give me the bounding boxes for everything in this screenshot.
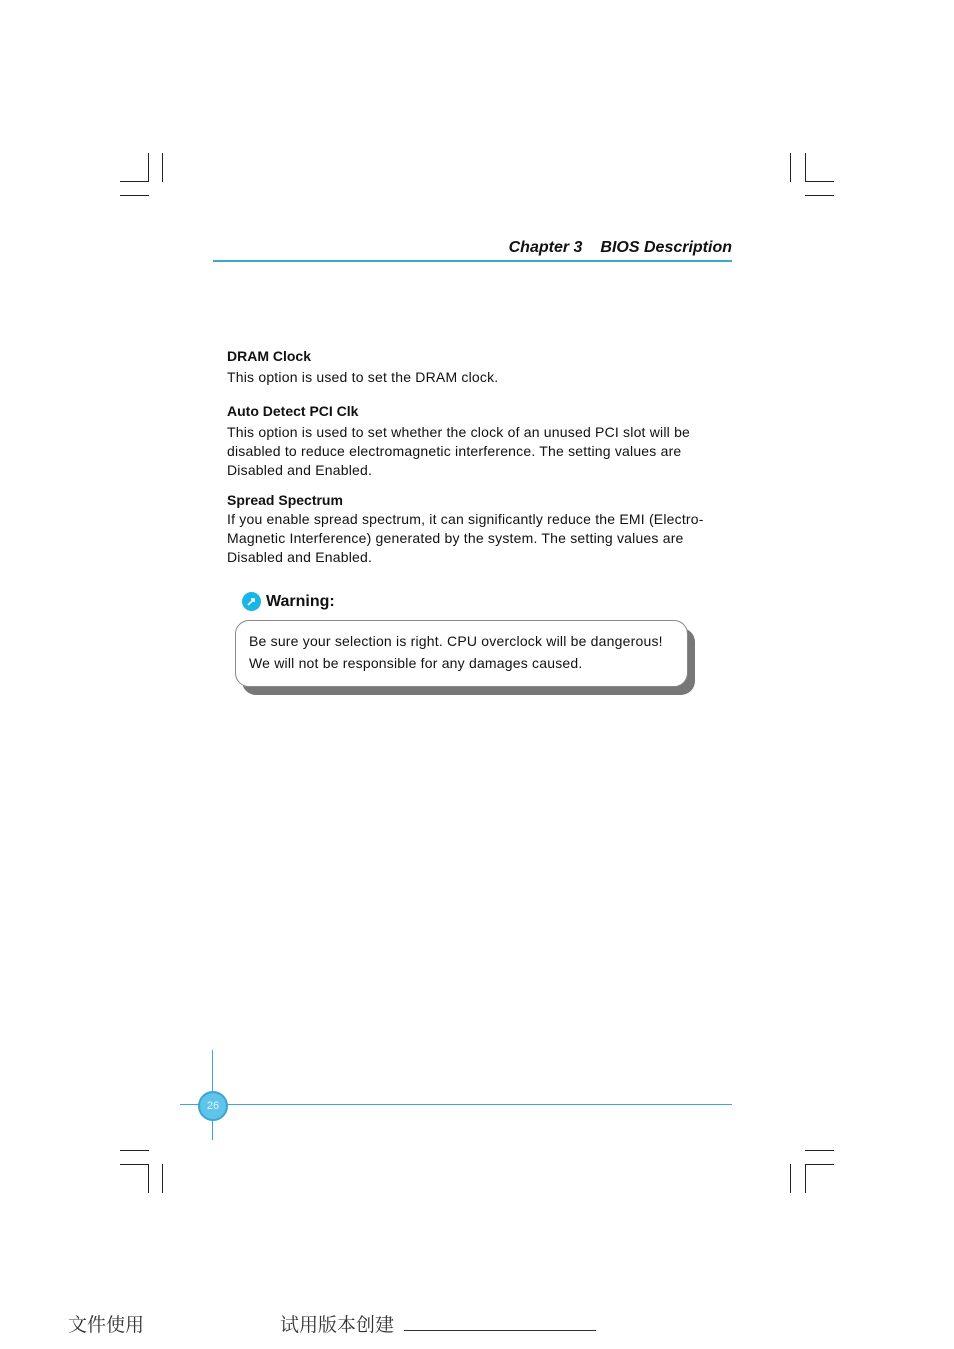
crop-mark — [162, 1164, 163, 1193]
chapter-title: BIOS Description — [600, 239, 732, 256]
section-title: Auto Detect PCI Clk — [227, 403, 359, 419]
watermark-right: 试用版本创建 — [280, 1314, 395, 1336]
warning-text-line: We will not be responsible for any damages caused. — [249, 655, 583, 671]
watermark-left: 文件使用 — [68, 1314, 145, 1336]
crop-mark — [790, 1164, 791, 1193]
section-body: This option is used to set the DRAM clock. — [227, 369, 499, 385]
chapter-label: Chapter 3 — [508, 239, 583, 256]
warning-heading — [242, 592, 335, 611]
section-title: Spread Spectrum — [227, 492, 343, 508]
crop-mark — [120, 1150, 149, 1151]
section-dram-clock — [227, 346, 727, 387]
crop-mark — [148, 153, 149, 182]
crop-mark — [805, 195, 834, 196]
section-auto-detect-pci-clk — [227, 401, 727, 480]
crop-mark — [805, 1164, 834, 1165]
crop-mark — [805, 1164, 806, 1193]
crop-mark — [805, 181, 834, 182]
crop-mark — [790, 153, 791, 182]
footer-rule — [180, 1104, 732, 1105]
crop-mark — [162, 153, 163, 182]
warning-text-line: Be sure your selection is right. CPU overclock will be dangerous! — [249, 633, 663, 649]
main-content — [227, 346, 727, 581]
section-body: If you enable spread spectrum, it can significantly reduce the EMI (Electro-Magnetic Interference) generated by the system. The setting values are Disabled and Enabled. — [227, 511, 704, 565]
warning-label: Warning: — [266, 592, 335, 610]
section-spread-spectrum — [227, 490, 727, 567]
header-rule — [213, 260, 732, 262]
crop-mark — [120, 195, 149, 196]
crop-mark — [805, 153, 806, 182]
warning-icon — [242, 592, 261, 611]
section-body: This option is used to set whether the clock of an unused PCI slot will be disabled to reduce electromagnetic interference. The setting values are Disabled and Enabled. — [227, 424, 691, 478]
crop-mark — [148, 1164, 149, 1193]
page-header — [509, 239, 732, 257]
watermark-underline — [404, 1330, 596, 1331]
crop-mark — [805, 1150, 834, 1151]
page-number: 26 — [198, 1091, 228, 1121]
crop-mark — [120, 1164, 149, 1165]
section-title: DRAM Clock — [227, 348, 312, 364]
crop-mark — [120, 181, 149, 182]
warning-box — [235, 620, 688, 687]
